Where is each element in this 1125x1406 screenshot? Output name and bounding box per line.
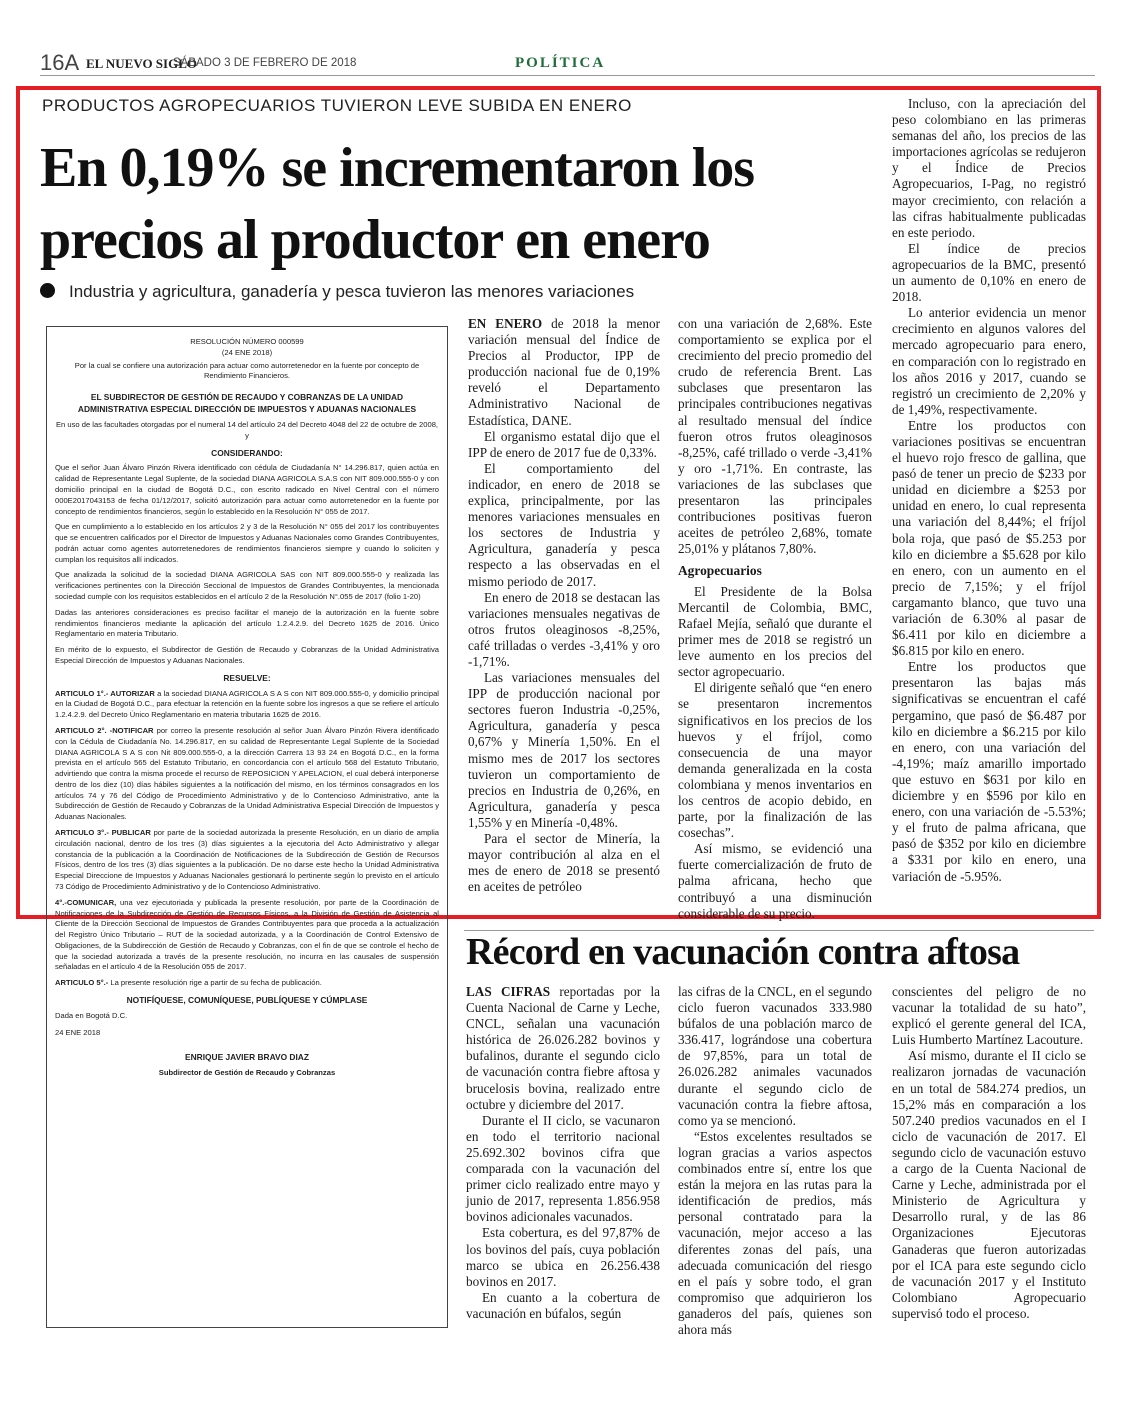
considerando-title: CONSIDERANDO: xyxy=(211,447,283,458)
paragraph-text: reportadas por la Cuenta Nacional de Carne y Leche, CNCL, señalan una vacunación histórica de 26.026.282 bovinos y bufalinos, durante el segundo ciclo de vacunación contra fiebre aftosa y brucelosis bovina, realizado entre octubre y diciembre del 2017. xyxy=(466,984,661,1112)
paragraph: Así mismo, se evidenció una fuerte comercialización de fruto de palma africana, hecho que contribuyó a una disminución considerable de su precio. xyxy=(678,841,872,921)
paragraph-text: de 2018 la menor variación mensual del Índice de Precios al Productor, IPP de producción nacional fue de 0,19% reveló el Departamento Administrativo Nacional de Estadística, DANE. xyxy=(468,316,661,428)
notice-faculties: En uso de las facultades otorgadas por el numeral 14 del artículo 24 del Decreto 4048 del 22 de octubre de 2008, y xyxy=(55,419,439,440)
notice-given-in: Dada en Bogotá D.C. xyxy=(55,1010,128,1020)
notice-authority: EL SUBDIRECTOR DE GESTIÓN DE RECAUDO Y COBRANZAS DE LA UNIDAD ADMINISTRATIVA ESPECIAL DIRECCIÓN DE IMPUESTOS Y ADUANAS NACIONALES xyxy=(77,392,417,415)
article2-column-3 xyxy=(892,984,1086,1354)
paragraph: En enero de 2018 se destacan las variaciones mensuales negativas de otros frutos oleaginosos -8,25%, café trilladas o verdes -3,41% y oro -1,71%. xyxy=(468,589,660,669)
notice-signer: ENRIQUE JAVIER BRAVO DIAZ xyxy=(185,1052,309,1063)
paragraph: Lo anterior evidencia un menor crecimiento en algunos valores del mercado agropecuario para enero, en comparación con lo registrado en los años 2016 y 2017, cuando se registró un crecimiento de 2,20% y de 1,49%, respectivamente. xyxy=(892,305,1086,417)
paragraph: Las variaciones mensuales del IPP de producción nacional por sectores fueron Industria -0,25%, Agricultura, ganadería y pesca 0,67% y Minería 1,50%. En el mismo mes de 2017 los sectores tuvieron un comportamiento de precios en Industria de 0,26%, en Agricultura, ganadería y pesca 1,55% y en Minería -0,48%. xyxy=(468,670,660,830)
newspaper-name: EL NUEVO SIGLO xyxy=(86,56,197,71)
paragraph: las cifras de la CNCL, en el segundo ciclo fueron vacunados 333.980 búfalos de una población marco de 336.417, lográndose una cobertura de 97,85%, para un total de 26.026.282 animales vacunados durante el segundo ciclo de vacunación contra la fiebre aftosa, como ya se mencionó. xyxy=(678,984,872,1128)
paragraph xyxy=(468,316,660,429)
article-3-text: por parte de la sociedad autorizada la presente Resolución, en un diario de amplia circulación nacional, dentro de los tres (3) días siguientes a la ejecutoria del Acto Administrativo y allegar constancia de la publicación a la Coordinación de Notificaciones de la Subdirección de Gestión de Recursos Físicos, dentro de los tres (3) días siguientes a la publicación. De no darse este hecho la Unidad Administrativa Especial Direccione de Impuestos y Aduanas Nacionales gestionará lo pertinente según lo previsto en el artículo 73 Código de Procedimiento Administrativo y de lo Contencioso Administrativo. xyxy=(55,828,439,891)
considerando-item: Que en cumplimiento a lo establecido en los artículos 2 y 3 de la Resolución N° 055 del 2017 los contribuyentes que se encuentren calificados por el Director de Impuestos y Aduanas Nacionales como Grandes Contribuyentes, podrán actuar como agentes autorretenedores de rendimientos financieros siempre y cuando lo soliciten y cumplan los requisitos allí indicados. xyxy=(55,522,439,564)
article1-column-2 xyxy=(678,316,872,921)
article-4-text: una vez ejecutoriada y publicada la presente resolución, por parte de la Coordinación de Notificaciones de la Subdirección de Gestión de Recursos Físicos, a la División de Gestión de Asistencia al Cliente de la Dirección Seccional de Impuestos de Grandes Contribuyentes para que proceda a la actualización del Registro Único Tributario – RUT de la sociedad autorizada, y a la Coordinación de Control Extensivo de Obligaciones, de la Subdirección de Gestión de Recaudo y Cobranzas, con el fin de que se controle el hecho de que la sociedad autorizada a través de la presente resolución, no incurra en las causales de suspensión señaladas en el artículo 4 de la Resolución 055 de 2017. xyxy=(55,897,439,972)
notice-signer-title: Subdirector de Gestión de Recaudo y Cobranzas xyxy=(158,1068,336,1078)
article2-column-2 xyxy=(678,984,872,1354)
paragraph: conscientes del peligro de no vacunar la totalidad de su hato”, explicó el gerente general del ICA, Luis Humberto Martínez Lacouture. xyxy=(892,984,1086,1048)
subhead-text: Industria y agricultura, ganadería y pesca tuvieron las menores variaciones xyxy=(69,282,635,301)
article1-column-1 xyxy=(468,316,660,912)
article-2-label: ARTICULO 2°. -NOTIFICAR xyxy=(55,726,154,735)
article-2-text: por correo la presente resolución al señor Juan Álvaro Pinzón Rivera identificado con la Cédula de Ciudadanía No. 14.296.817, en su calidad de Representante Legal Suplente de la Sociedad DIANA AGRICOLA S A S con Nit 809.000.555-0, a la dirección Carrera 13 93 24 en Bogotá D.C., en la forma prevista en el artículo 565 del Estatuto Tributario, en concordancia con el artículo 568 del Estatuto Tributario, advirtiendo que contra la misma procede el recurso de REPOSICION Y APELACION, el cual deberá interponerse dentro de los diez (10) días hábiles siguientes a la notificación del mismo, en los términos consagrados en los artículos 74 y 76 del Código de Procedimiento Administrativo y de lo Contencioso Administrativo, ante la Subdirección de Gestión de Recaudo y Cobranzas de la Unidad Administrativa Especial Dirección de Impuestos y Aduanas Nacionales. xyxy=(55,726,440,822)
paragraph: El organismo estatal dijo que el IPP de enero de 2017 fue de 0,33%. xyxy=(468,428,660,460)
notice-date: (24 ENE 2018) xyxy=(221,347,273,357)
notice-purpose: Por la cual se confiere una autorización para actuar como autorretenedor en la fuente por concepto de Rendimiento Financieros. xyxy=(74,360,420,381)
article-5 xyxy=(55,978,439,989)
issue-date: SÁBADO 3 DE FEBRERO DE 2018 xyxy=(173,57,357,69)
article-5-label: ARTICULO 5°.- xyxy=(55,978,109,988)
considerando-item: Dadas las anteriores consideraciones es preciso facilitar el manejo de la autorización en la fuente sobre rendimientos financieros mediante la aplicación del artículo 1.2.4.2.9. del Decreto 1625 de 2016. Único Reglamentario en materia Tributario. xyxy=(55,607,439,639)
article-4 xyxy=(55,898,439,973)
article-2 xyxy=(55,726,439,823)
paragraph: Así mismo, durante el II ciclo se realizaron jornadas de vacunación en un total de 584.274 predios, un 15,2% más en comparación a los 507.240 predios vacunados en el I ciclo de vacunación de 2017. El segundo ciclo de vacunación estuvo a cargo de la Cuenta Nacional de Carne y Leche, administrada por el Ministerio de Agricultura y Desarrollo rural, y de las 86 Organizaciones Ejecutoras Ganaderas que fueron autorizadas por el ICA para este segundo ciclo de vacunación 2017 y el Instituto Colombiano Agropecuario supervisó todo el proceso. xyxy=(892,1048,1086,1321)
article-4-label: 4°.-COMUNICAR, xyxy=(55,897,117,907)
lead-in: EN ENERO xyxy=(468,316,543,331)
paragraph: El Presidente de la Bolsa Mercantil de Colombia, BMC, Rafael Mejía, señaló que durante el primer mes de 2018 se registró un leve aumento en los precios del sector agropecuario. xyxy=(678,583,872,680)
bullet-icon xyxy=(40,283,55,298)
article-1-label: ARTICULO 1°.- AUTORIZAR xyxy=(55,688,155,698)
paragraph: El dirigente señaló que “en enero se presentaron incrementos significativos en los precios de los huevos y el fríjol, como consecuencia de una mayor demanda generalizada en la costa colombiana y menos inventarios en los centros de acopio debido, en parte, por la finalización de las cosechas”. xyxy=(678,680,872,841)
paragraph: En cuanto a la cobertura de vacunación en búfalos, según xyxy=(466,1289,660,1321)
article-subhead xyxy=(40,282,634,302)
article2-headline: Récord en vacunación contra aftosa xyxy=(466,931,1020,973)
paragraph: con una variación de 2,68%. Este comportamiento se explica por el crecimiento del precio promedio del crudo de referencia Brent. Las subclases que presentaron las principales contribuciones negativas al resultado mensual del índice fueron otros frutos oleaginosos -8,25%, café trillado o verde -3,41% y oro -1,71%. En contraste, las variaciones de las subclases que presentaron las principales contribuciones positivas fueron aceites de petróleo 2,68%, tomate 25,01% y plátanos 7,80%. xyxy=(678,316,872,557)
paragraph: Para el sector de Minería, la mayor contribución al alza en el mes de enero de 2018 se presentó en aceites de petróleo xyxy=(468,831,660,895)
paragraph: El comportamiento del indicador, en enero de 2018 se explica, principalmente, por las menores variaciones mensuales en los sectores de Industria y Agricultura, ganadería y pesca respecto a las observadas en el mismo periodo de 2017. xyxy=(468,460,660,589)
page-number: 16A xyxy=(40,50,80,75)
paragraph: Incluso, con la apreciación del peso colombiano en las primeras semanas del año, los precios de las importaciones agrícolas se redujeron y el Índice de Precios Agropecuarios, I-Pag, no registró mayor crecimiento, con relación a las cifras habitualmente publicadas en este periodo. xyxy=(892,96,1086,240)
paragraph: Entre los productos que presentaron las bajas más significativas se encuentran el café pergamino, que pasó de $6.487 por kilo en diciembre a $6.215 por kilo en enero, con una variación del -4,19%; maíz amarillo importado que estuvo en $631 por kilo en diciembre y en $596 por kilo en enero, con una variación de -5.53%; y el fruto de palma africana, que pasó de $352 por kilo en diciembre a $331 por kilo en enero, una variación de -5.95%. xyxy=(892,659,1086,884)
article-3 xyxy=(55,828,439,893)
article-kicker: PRODUCTOS AGROPECUARIOS TUVIERON LEVE SUBIDA EN ENERO xyxy=(42,96,632,115)
lead-in: LAS CIFRAS xyxy=(466,984,551,999)
article2-column-1 xyxy=(466,984,660,1354)
section-subtitle: Agropecuarios xyxy=(678,563,762,579)
article-5-text: La presente resolución rige a partir de su fecha de publicación. xyxy=(110,978,322,988)
paragraph: Entre los productos con variaciones positivas se encuentran el huevo rojo fresco de gallina, que pasó de tener un precio de $233 por unidad en diciembre a $253 por unidad en enero, lo cual representa una variación del 8,44%; el fríjol bola roja, que pasó de $5.253 por kilo en diciembre a $5.628 por kilo en enero, con un aumento en el precio de 7,15%; y el fríjol cargamanto blanco, que tuvo una variación de 6.30% al pasar de $6.411 por kilo en diciembre a $6.815 por kilo en enero. xyxy=(892,417,1086,659)
paragraph: Esta cobertura, es del 97,87% de los bovinos del país, cuya población marco se ubica en 26.256.438 bovinos en 2017. xyxy=(466,1225,660,1289)
section-name: POLÍTICA xyxy=(515,55,606,71)
article-headline: En 0,19% se incrementaron los precios al productor en enero xyxy=(40,137,755,271)
article-1-text: a la sociedad DIANA AGRICOLA S A S con NIT 809.000.555-0, y domicilio principal en la Ciudad de Bogotá D.C., para efectuar la retención en la fuente sobre los ingresos a que se refiere el artículo 1.2.4.2.9. del Decreto Único Reglamentario en materia tributaria 1625 de 2016. xyxy=(55,688,439,720)
considerando-item: Que analizada la solicitud de la sociedad DIANA AGRICOLA SAS con NIT 809.000.555-0 y realizada las verificaciones pertinentes con la Dirección Seccional de Impuestos de Grandes Contribuyentes, la mencionada sociedad cumple con los requisitos establecidos en el artículo 2 de la Resolución N°.055 de 2017 (folio 1-20) xyxy=(55,570,439,602)
resuelve-title: RESUELVE: xyxy=(223,672,271,683)
paragraph xyxy=(466,984,660,1113)
paragraph: “Estos excelentes resultados se logran gracias a varios aspectos combinados entre sí, entre los que están la mejora en las rutas para la identificación de predios, más personal contratado para la vacunación, mejor acceso a las diferentes zonas del país, una adecuada comunicación del riesgo en el país y sobre todo, el gran compromiso que adquirieron los ganaderos del país, quienes son ahora más xyxy=(678,1128,872,1337)
top-rule xyxy=(40,75,1095,76)
considerando-item: Que el señor Juan Álvaro Pinzón Rivera identificado con cédula de Ciudadanía N° 14.296.817, quien actúa en calidad de Representante Legal Suplente, de la sociedad DIANA AGRICOLA S.A.S con NIT 809.000.555-0 y con domicilio principal en la ciudad de Bogotá D.C., con escrito radicado en Nivel Central con el número 000E2017043153 de fecha 01/12/2017, solicitó autorización para actuar como autorretenedor en la fuente por concepto de rendimientos financieros, según lo establecido en la Resolución N° 055 de 2017. xyxy=(55,463,439,516)
legal-notice xyxy=(46,326,448,1328)
notice-number: RESOLUCIÓN NÚMERO 000599 xyxy=(190,337,304,346)
considerando-item: En mérito de lo expuesto, el Subdirector de Gestión de Recaudo y Cobranzas de la Unidad Administrativa Especial Dirección de Impuestos y Aduanas Nacionales. xyxy=(55,645,439,665)
article1-column-3 xyxy=(892,96,1086,912)
paragraph: Durante el II ciclo, se vacunaron en todo el territorio nacional 25.692.302 bovinos cifra que comparada con la vacunación del primer ciclo realizado entre mayo y junio de 2017, representa 1.856.958 bovinos adicionales vacunados. xyxy=(466,1112,660,1225)
paragraph: El índice de precios agropecuarios de la BMC, presentó un aumento de 0,10% en enero de 2018. xyxy=(892,240,1086,305)
article-1 xyxy=(55,689,439,721)
notice-sign-date: 24 ENE 2018 xyxy=(55,1027,101,1037)
notice-closing: NOTIFÍQUESE, COMUNÍQUESE, PUBLÍQUESE Y CÚMPLASE xyxy=(126,994,368,1005)
article-3-label: ARTICULO 3°.- PUBLICAR xyxy=(55,828,151,838)
